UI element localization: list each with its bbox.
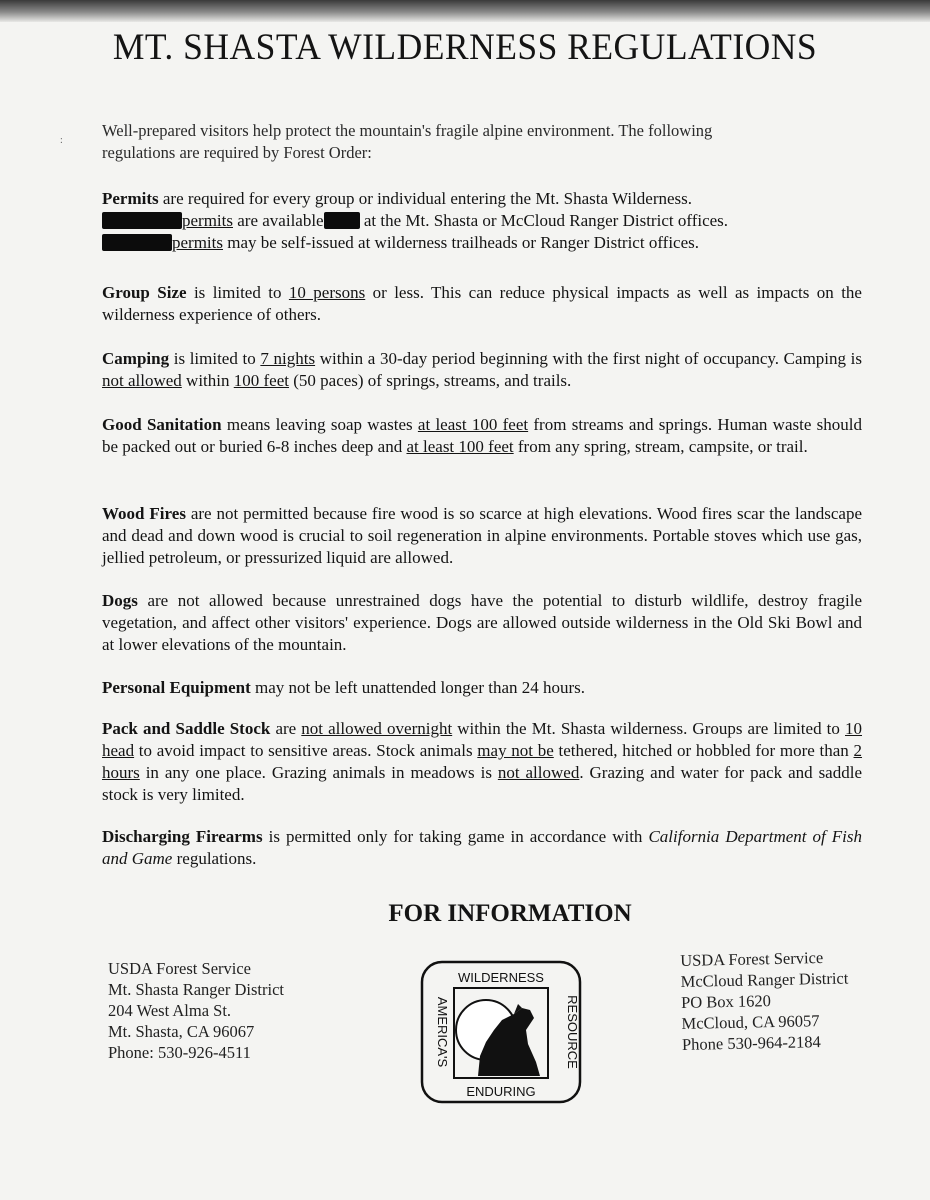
permits-paragraph [102,188,862,254]
permits-text-3: at the Mt. Shasta or McCloud Ranger District offices. [359,211,729,230]
pack-stock-text-5: in any one place. Grazing animals in meadows is [139,763,498,782]
personal-equipment-text: may not be left unattended longer than 24 hours. [250,678,586,697]
intro-line-1: Well-prepared visitors help protect the mountain's fragile alpine environment. The following [102,121,713,140]
pack-stock-text-1: are [270,719,302,738]
group-size-paragraph [102,282,862,326]
group-size-underline: 10 persons [288,283,366,302]
address-line: USDA Forest Service [680,948,824,970]
firearms-paragraph [102,826,862,870]
firearms-heading: Discharging Firearms [102,827,263,846]
sanitation-text-1: means leaving soap wastes [221,415,418,434]
pack-stock-text-6: . Grazing and water for pack and saddle stock is very limited. [102,763,862,804]
pack-stock-text-2: within the Mt. Shasta wilderness. Groups are limited to [452,719,845,738]
phone-line: Phone: 530-926-4511 [108,1043,251,1062]
logo-top-text: WILDERNESS [458,970,544,985]
pack-stock-paragraph [102,718,862,806]
address-line: McCloud, CA 96057 [681,1011,820,1033]
camping-underline-2: not allowed [102,371,182,390]
sanitation-underline-2: at least 100 feet [406,437,514,456]
permits-heading: Permits [102,189,159,208]
permits-text-2: are available [233,211,324,230]
address-line: USDA Forest Service [108,959,251,978]
group-size-text-2: or less. This can reduce physical impacts as well as impacts on the wilderness experience of others. [102,283,862,324]
wood-fires-paragraph [102,503,862,569]
intro-line-2: regulations are required by Forest Order: [102,143,372,162]
redaction-block [102,212,182,229]
wood-fires-heading: Wood Fires [102,504,186,523]
mt-shasta-district-address [108,958,284,1063]
personal-equipment-heading: Personal Equipment [102,678,251,697]
sanitation-heading: Good Sanitation [102,415,222,434]
permits-underline-1: permits [182,211,233,230]
permits-underline-2: permits [172,233,223,252]
address-line: McCloud Ranger District [680,968,849,991]
camping-text-3: within [181,371,234,390]
page-title: MT. SHASTA WILDERNESS REGULATIONS [112,27,818,68]
howling-wolf-icon [454,988,548,1078]
firearms-italic-agency: California Department of Fish and Game [102,827,862,868]
pack-stock-underline-2: 10 head [102,719,862,760]
address-line: Mt. Shasta, CA 96067 [108,1022,255,1041]
permits-text-4: may be self-issued at wilderness trailheads or Ranger District offices. [223,233,700,252]
pack-stock-heading: Pack and Saddle Stock [102,719,271,738]
pack-stock-underline-3: may not be [477,741,554,760]
dogs-text: are not allowed because unrestrained dogs have the potential to disturb wildlife, destroy fragile vegetation, and affect other visitors' experience. Dogs are allowed outside wilderness in the Old Ski Bowl and at lower elevations of the mountain. [102,591,862,654]
pack-stock-underline-4: 2 hours [102,741,863,782]
sanitation-text-2: from streams and springs. Human waste should be packed out or buried 6-8 inches deep and [102,415,863,456]
phone-line: Phone 530-964-2184 [681,1032,822,1054]
dogs-paragraph [102,590,862,656]
camping-text-1: is limited to [169,349,261,368]
group-size-text-1: is limited to [186,283,289,302]
logo-right-text: RESOURCE [565,995,580,1069]
americas-enduring-resource-logo [418,958,584,1106]
pack-stock-text-3: to avoid impact to sensitive areas. Stock animals [134,741,478,760]
group-size-heading: Group Size [102,283,187,302]
camping-heading: Camping [102,349,170,368]
redaction-block [324,212,360,229]
pack-stock-underline-1: not allowed overnight [301,719,453,738]
sanitation-underline-1: at least 100 feet [417,415,529,434]
camping-underline-3: 100 feet [233,371,289,390]
camping-text-2: within a 30-day period beginning with the first night of occupancy. Camping is [315,349,862,368]
address-line: 204 West Alma St. [108,1001,232,1020]
firearms-text-2: regulations. [172,849,257,868]
camping-paragraph [102,348,862,392]
pack-stock-underline-5: not allowed [497,763,580,782]
personal-equipment-paragraph [102,677,862,699]
sanitation-paragraph [102,414,862,458]
wood-fires-text: are not permitted because fire wood is so scarce at high elevations. Wood fires scar the landscape and dead and down wood is crucial to soil regeneration in alpine environments. Portable stoves which use gas, jellied petroleum, or pressurized liquid are allowed. [102,504,862,567]
camping-underline-1: 7 nights [260,349,316,368]
camping-text-4: (50 paces) of springs, streams, and trails. [288,371,572,390]
redaction-block [102,234,172,251]
permits-text-1: are required for every group or individual entering the Mt. Shasta Wilderness. [158,189,693,208]
stray-mark: : [60,135,63,146]
firearms-text-1: is permitted only for taking game in accordance with [262,827,649,846]
dogs-heading: Dogs [102,591,138,610]
mccloud-district-address [680,946,850,1054]
address-line: Mt. Shasta Ranger District [108,980,284,999]
logo-bottom-text: ENDURING [466,1084,536,1099]
logo-left-text: AMERICA'S [435,996,450,1068]
address-line: PO Box 1620 [680,991,772,1012]
intro-paragraph [102,120,872,164]
pack-stock-text-4: tethered, hitched or hobbled for more than [553,741,854,760]
sanitation-text-3: from any spring, stream, campsite, or trail. [513,437,808,456]
for-information-heading: FOR INFORMATION [388,900,632,927]
